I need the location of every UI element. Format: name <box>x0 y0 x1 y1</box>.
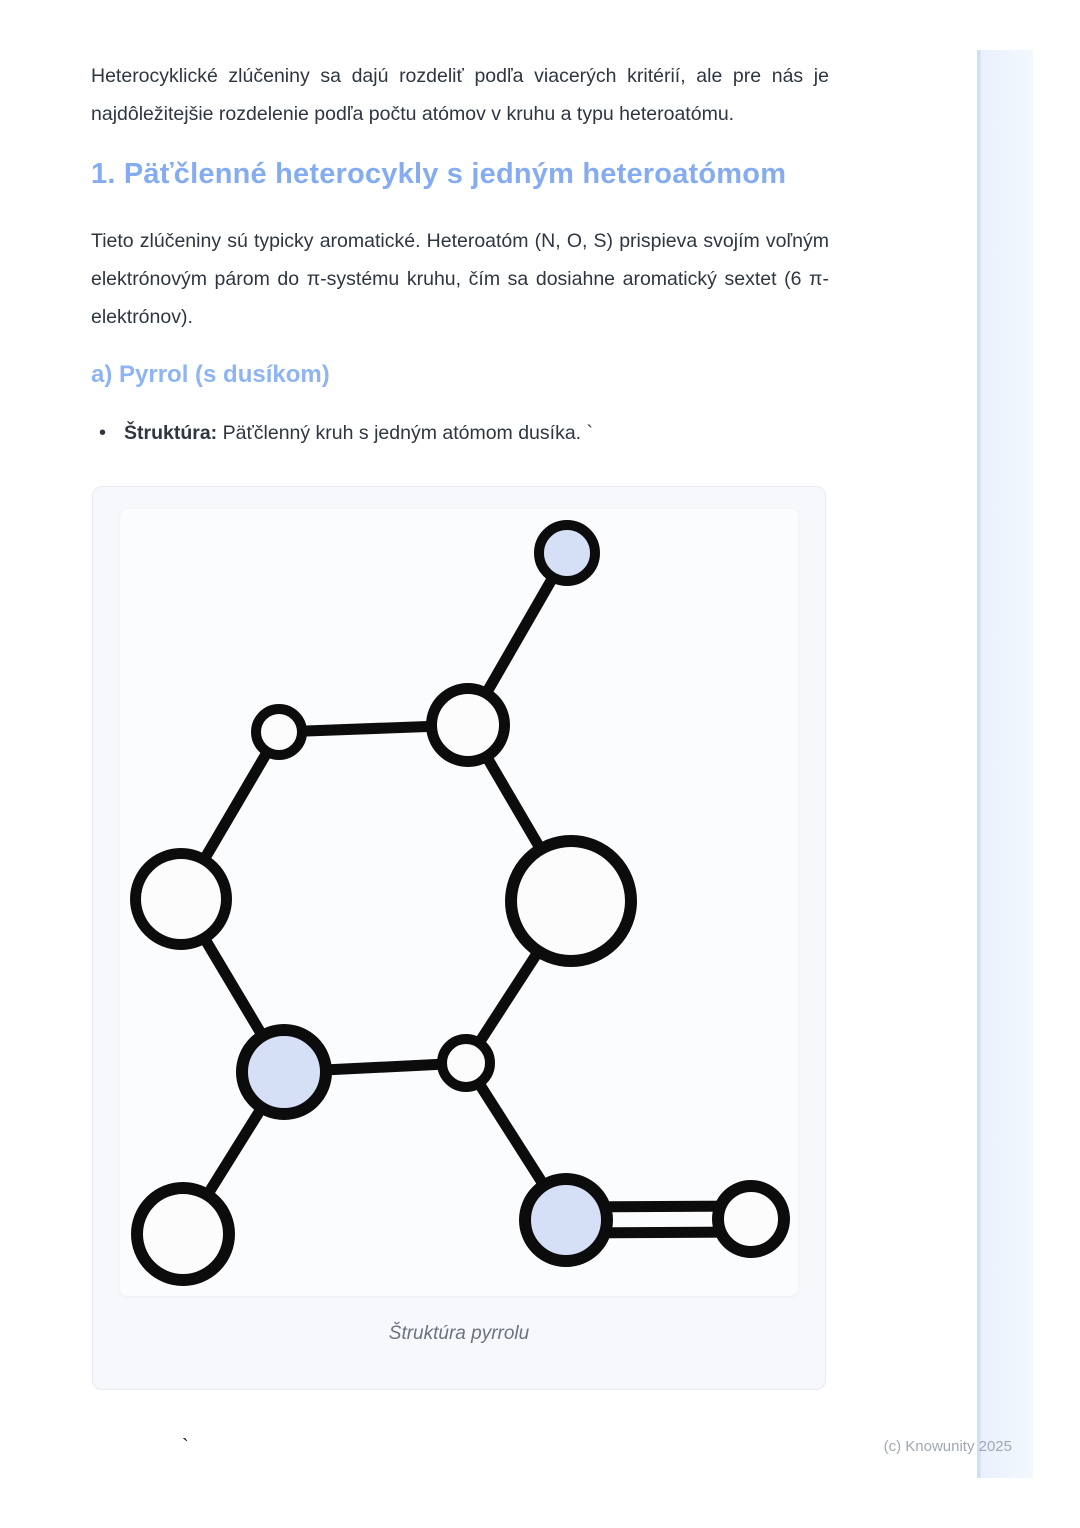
figure-caption: Štruktúra pyrrolu <box>388 1323 530 1344</box>
hetero-atom-node <box>525 1179 607 1261</box>
atom-node <box>718 1186 784 1252</box>
atom-node <box>136 854 227 945</box>
hetero-atom-node <box>242 1030 326 1114</box>
decorative-side-bar <box>977 50 1033 1478</box>
content-column <box>91 0 829 1458</box>
hetero-atom-node <box>539 525 595 581</box>
section-heading: 1. Päťčlenné heterocykly s jedným heteroatómom <box>91 158 787 190</box>
bullet-list <box>91 414 829 452</box>
molecule-diagram <box>120 509 798 1296</box>
intro-paragraph: Heterocyklické zlúčeniny sa dajú rozdeliť podľa viacerých kritérií, ale pre nás je najdôležitejšie rozdelenie podľa počtu atómov v kruhu a typu heteroatómu. <box>91 65 829 125</box>
structure-bullet-item <box>91 414 829 452</box>
atom-node <box>432 689 505 762</box>
atom-node <box>137 1188 229 1280</box>
atom-node <box>256 709 302 755</box>
atom-node <box>442 1039 490 1087</box>
pyrrole-structure-drawing <box>120 509 798 1296</box>
atom-node <box>511 841 631 961</box>
subsection-heading: a) Pyrrol (s dusíkom) <box>91 361 330 388</box>
section-paragraph: Tieto zlúčeniny sú typicky aromatické. Heteroatóm (N, O, S) prispieva svojím voľným elektrónovým párom do π-systému kruhu, čím sa dosiahne aromatický sextet (6 π-elektrónov). <box>91 230 829 328</box>
copyright-text: (c) Knowunity 2025 <box>883 1438 1012 1455</box>
bullet-marker: • <box>99 422 107 444</box>
bullet-text: Päťčlenný kruh s jedným atómom dusíka. ` <box>217 422 593 444</box>
figure-card <box>92 486 826 1390</box>
stray-backtick-mark: ` <box>182 1436 189 1458</box>
bullet-label: Štruktúra: <box>124 422 218 444</box>
